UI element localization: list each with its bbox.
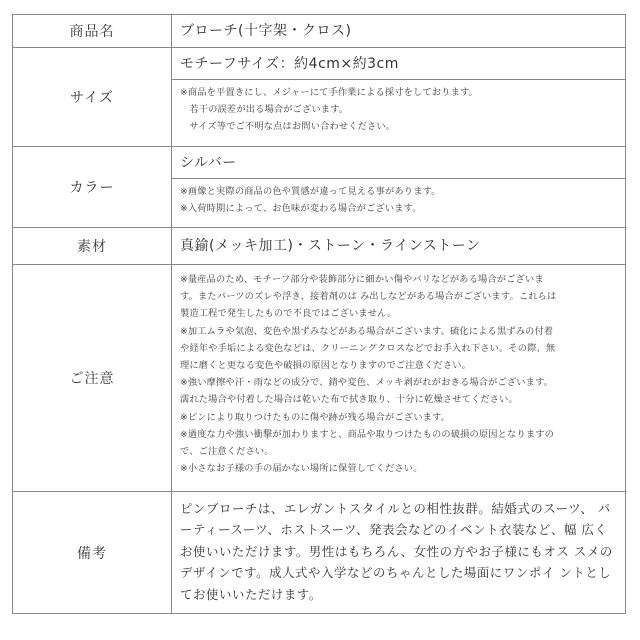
label-remarks: 備考 bbox=[13, 492, 172, 614]
value-cell-product-name bbox=[172, 15, 626, 48]
row-size bbox=[13, 48, 626, 147]
remarks-text: ピンブローチは、エレガントスタイルとの相性抜群。結婚式のスーツ、 パーティースーツ、ホストスーツ、発表会などのイベント衣装など、幅 広くお使いいただけます。男性はもちろん、女性の方やお子様にもオス スメのデザインです。成人式や入学などのちゃんとした場面にワンポイ ントとしてお使いいただけます。 bbox=[180, 501, 613, 602]
row-material bbox=[13, 228, 626, 265]
product-name-value: ブローチ(十字架・クロス) bbox=[180, 23, 352, 39]
label-material: 素材 bbox=[13, 228, 172, 265]
caution-note: ※量産品のため、モチーフ部分や装飾部分に細かい傷やバリなどがある場合がございま す。またパーツのズレや浮き、接着剤のは み出しなどがある場合がございます。これらは 製造工程で発生したもので不良ではございません。 ※加工ムラや気泡、変色や黒ずみなどがある場合がございます。硫化による黒ずみの付着 や経年や手垢による変色などは、クリーニングクロスなどでお手入れ下さい。その際、無 理に磨くと更なる変色や破損の原因となりますのでご注意ください。 ※強い摩擦や汗・雨などの成分で、錆や変色、メッキ剥がれがおきる場合がございます。 濡れた場合や付着した場合は乾いた布で拭き取り、十分に乾燥させてください。 ※ピンにより取りつけたものに傷や跡が残る場合がございます。 ※過度な力や強い衝撃が加わりますと、商品や取りつけたものの破損の原因となりますの で、ご注意ください。 ※小さなお子様の手の届かない場所に保管してください。 bbox=[180, 274, 557, 475]
label-size: サイズ bbox=[13, 48, 172, 147]
label-color: カラー bbox=[13, 147, 172, 228]
row-product-name bbox=[13, 15, 626, 48]
row-remarks bbox=[13, 492, 626, 614]
product-spec-sheet bbox=[12, 14, 626, 614]
material-value: 真鍮(メッキ加工)・ストーン・ラインストーン bbox=[180, 238, 481, 254]
row-caution bbox=[13, 265, 626, 492]
row-color bbox=[13, 147, 626, 228]
size-note: ※商品を平置きにし、メジャーにて手作業による採寸をしております。 若干の誤差が出る場合がございます。 サイズ等でご不明な点はお問い合わせください。 bbox=[172, 79, 625, 141]
size-value: モチーフサイズ：約4cm×約3cm bbox=[180, 56, 399, 72]
value-cell-remarks bbox=[172, 492, 626, 614]
value-cell-size bbox=[172, 48, 626, 147]
value-cell-caution bbox=[172, 265, 626, 492]
label-caution: ご注意 bbox=[13, 265, 172, 492]
value-cell-color bbox=[172, 147, 626, 228]
color-value: シルバー bbox=[180, 155, 237, 171]
value-cell-material bbox=[172, 228, 626, 265]
product-spec-table bbox=[12, 14, 626, 614]
label-product-name: 商品名 bbox=[13, 15, 172, 48]
color-note: ※画像と実際の商品の色や質感が違って見える事があります。 ※入荷時期によって、お色味が変わる場合がございます。 bbox=[172, 178, 625, 222]
